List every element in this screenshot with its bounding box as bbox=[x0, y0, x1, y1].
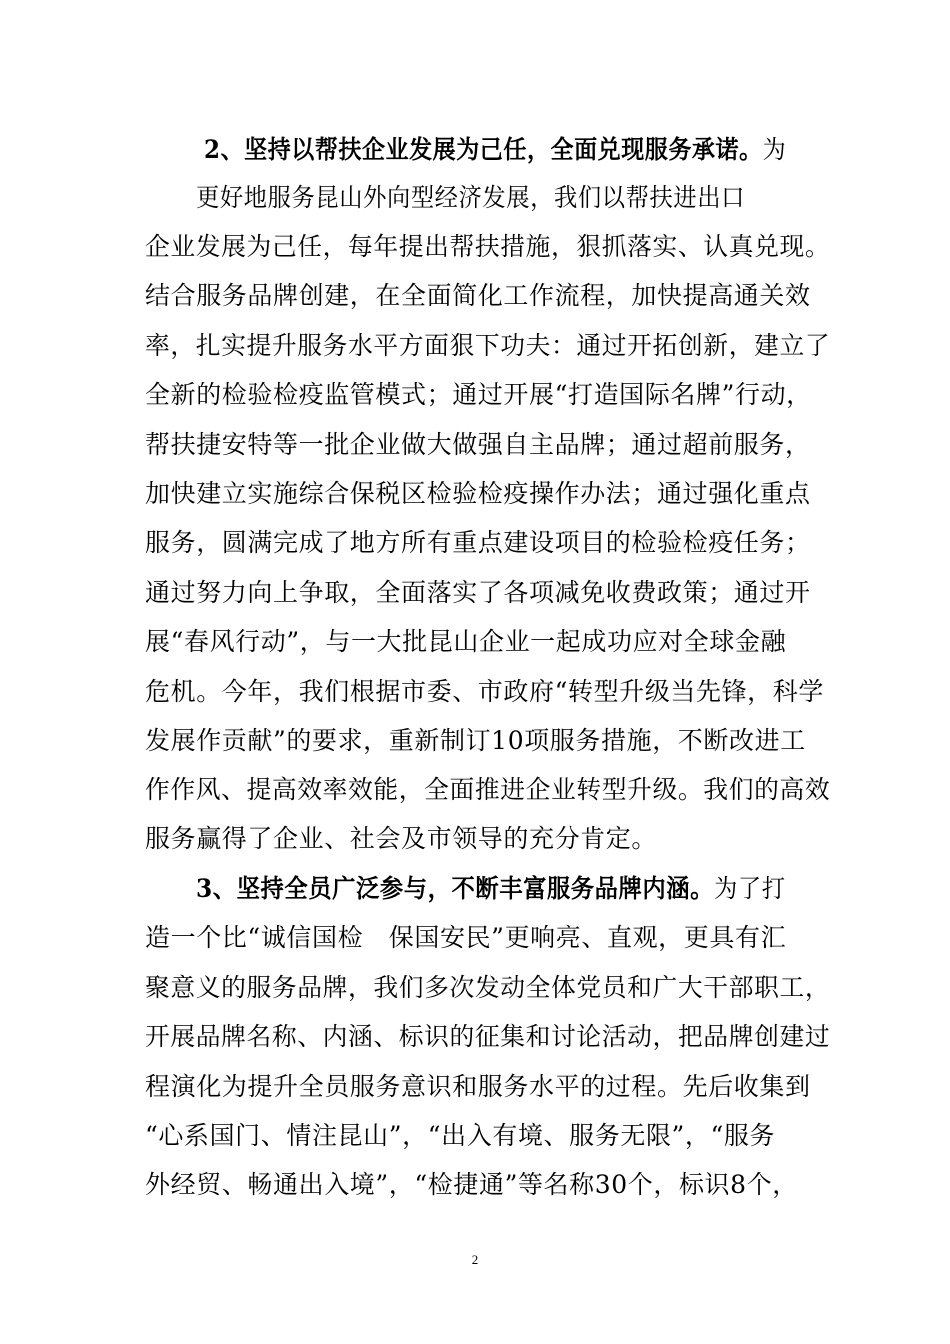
paragraph-2-line: 结合服务品牌创建，在全面简化工作流程，加快提高通关效 bbox=[145, 281, 811, 310]
paragraph-2-heading-tail: 为 bbox=[762, 135, 787, 164]
paragraph-2-line: 加快建立实施综合保税区检验检疫操作办法；通过强化重点 bbox=[145, 479, 811, 508]
paragraph-3-line: 聚意义的服务品牌，我们多次发动全体党员和广大干部职工， bbox=[145, 973, 831, 1002]
paragraph-2-heading: 2、坚持以帮扶企业发展为己任，全面兑现服务承诺。 bbox=[204, 135, 763, 164]
paragraph-2-line: 服务，圆满完成了地方所有重点建设项目的检验检疫任务； bbox=[145, 528, 811, 557]
paragraph-2-line: 企业发展为己任，每年提出帮扶措施，狠抓落实、认真兑现。 bbox=[145, 232, 831, 261]
paragraph-3-line: 程演化为提升全员服务意识和服务水平的过程。先后收集到 bbox=[145, 1072, 811, 1101]
paragraph-2-line: 通过努力向上争取，全面落实了各项减免收费政策；通过开 bbox=[145, 578, 811, 607]
paragraph-2-line: 更好地服务昆山外向型经济发展，我们以帮扶进出口 bbox=[196, 183, 745, 212]
paragraph-3-line: 开展品牌名称、内涵、标识的征集和讨论活动，把品牌创建过 bbox=[145, 1022, 831, 1051]
paragraph-3-heading: 3、坚持全员广泛参与，不断丰富服务品牌内涵。 bbox=[196, 874, 715, 903]
paragraph-3-line: 造一个比“诚信国检 保国安民”更响亮、直观，更具有汇 bbox=[145, 923, 787, 952]
page-number: 2 bbox=[471, 1252, 479, 1267]
paragraph-3-heading-tail: 为了打 bbox=[714, 874, 786, 903]
paragraph-2-heading-line bbox=[204, 131, 830, 168]
paragraph-2-line: 展“春风行动”，与一大批昆山企业一起成功应对全球金融 bbox=[145, 627, 787, 656]
paragraph-2-line: 作作风、提高效率效能，全面推进企业转型升级。我们的高效 bbox=[145, 775, 831, 804]
paragraph-3-line: 外经贸、畅通出入境”，“检捷通”等名称30个，标识8个， bbox=[145, 1170, 798, 1199]
paragraph-3-line: “心系国门、情注昆山”，“出入有境、服务无限”，“服务 bbox=[145, 1121, 776, 1150]
paragraph-2-line: 帮扶捷安特等一批企业做大做强自主品牌；通过超前服务， bbox=[145, 430, 811, 459]
paragraph-2-line: 发展作贡献”的要求，重新制订10项服务措施，不断改进工 bbox=[145, 726, 806, 755]
paragraph-2-line: 危机。今年，我们根据市委、市政府“转型升级当先锋，科学 bbox=[145, 677, 824, 706]
paragraph-2-line: 全新的检验检疫监管模式；通过开展“打造国际名牌”行动， bbox=[145, 380, 812, 409]
paragraph-3-heading-line bbox=[196, 870, 830, 907]
paragraph-2-line: 率，扎实提升服务水平方面狠下功夫：通过开拓创新，建立了 bbox=[145, 331, 831, 360]
paragraph-2-line: 服务赢得了企业、社会及市领导的充分肯定。 bbox=[145, 824, 658, 853]
